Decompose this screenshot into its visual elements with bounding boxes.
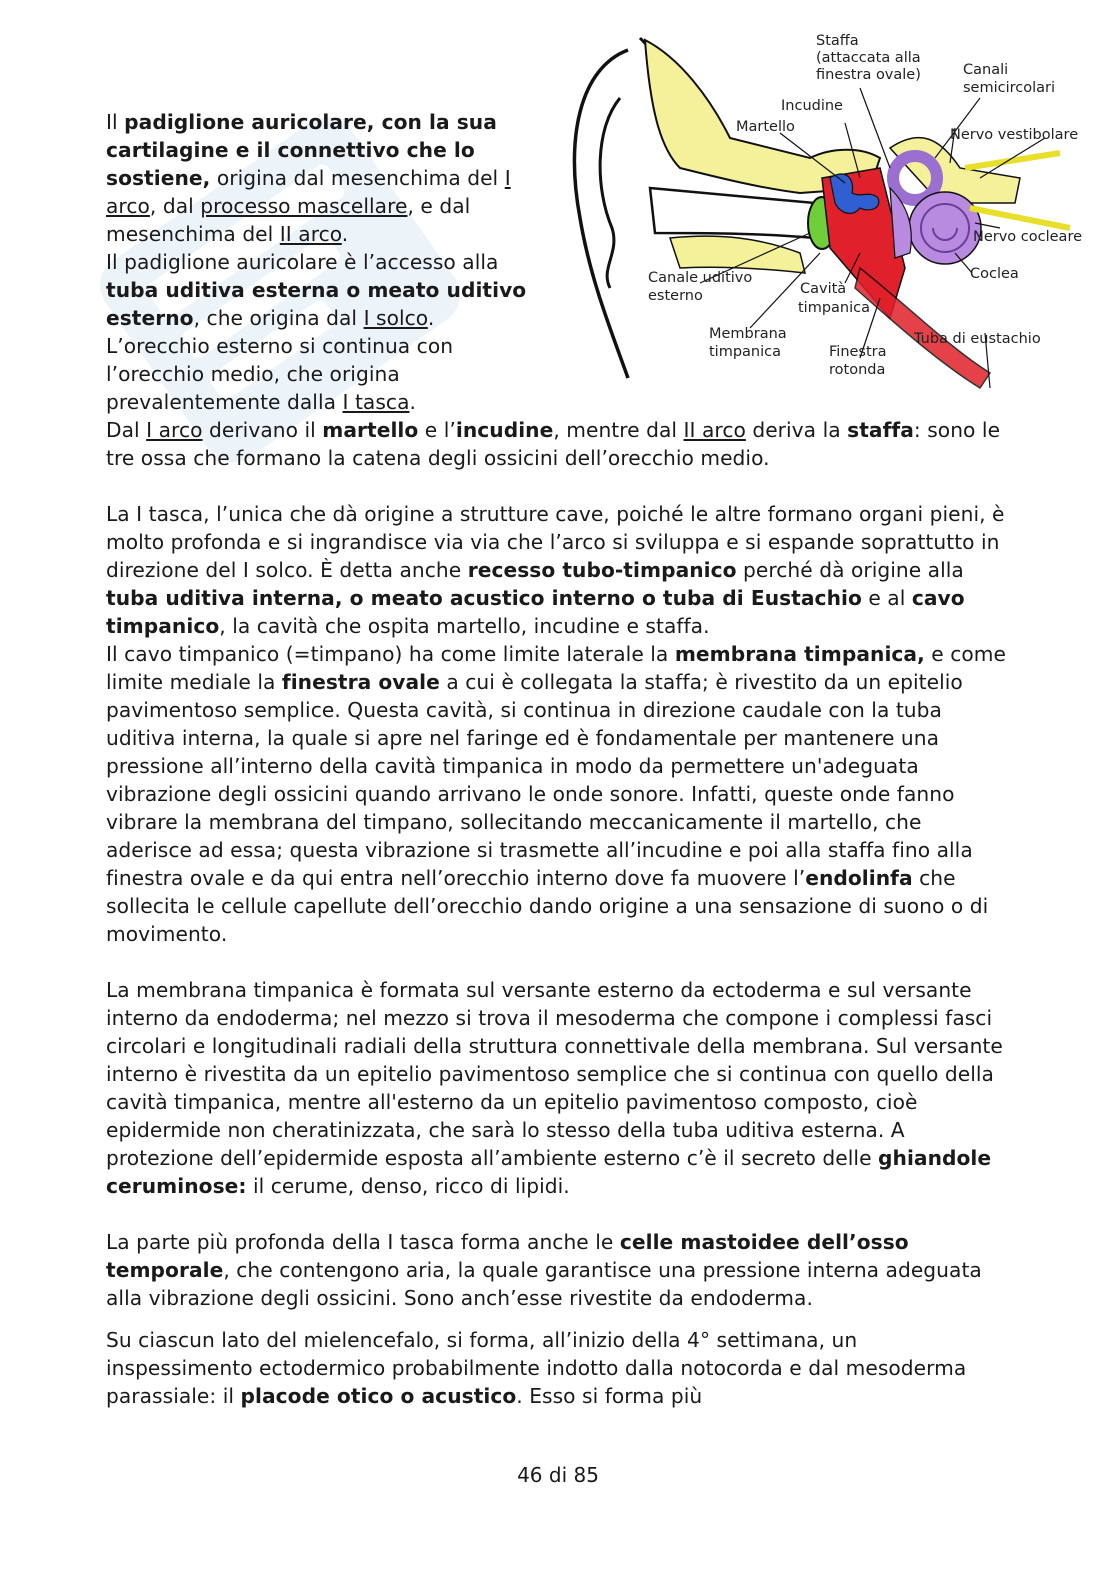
paragraph-placode-otico: Su ciascun lato del mielencefalo, si forma, all’inizio della 4° settimana, un inspessimento ectodermico probabilmente indotto dalla notocorda e dal mesoderma parassiale: il placode otico o acustico. Esso si forma più	[106, 1328, 967, 1408]
document-body	[106, 108, 1006, 1410]
paragraph-prima-tasca: La I tasca, l’unica che dà origine a strutture cave, poiché le altre formano organi pieni, è molto profonda e si ingrandisce via via che l’arco si sviluppa e si espande soprattutto in direzione del I solco. È detta anche recesso tubo-timpanico perché dà origine alla tuba uditiva interna, o meato acustico interno o tuba di Eustachio e al cavo timpanico, la cavità che ospita martello, incudine e staffa.	[106, 502, 1005, 638]
label-canali-2: semicircolari	[963, 80, 1056, 96]
label-cavita-1: Cavità	[800, 281, 847, 297]
label-martello: Martello	[736, 119, 795, 135]
label-staffa-note-1: (attaccata alla	[816, 50, 921, 66]
label-finestra-1: Finestra	[829, 344, 887, 360]
label-nervo-cocleare: Nervo cocleare	[973, 229, 1083, 245]
page-number: 46 di 85	[517, 1463, 599, 1487]
label-canali-1: Canali	[963, 62, 1009, 78]
paragraph-membrana-timpanica: La membrana timpanica è formata sul versante esterno da ectoderma e sul versante interno da endoderma; nel mezzo si trova il mesoderma che compone i complessi fasci circolari e longitudinali radiali della struttura connettivale della membrana. Sul versante interno è rivestita da un epitelio pavimentoso semplice che si continua con quello della cavità timpanica, mentre all'esterno da un epitelio pavimentoso composto, cioè epidermide non cheratinizzata, che sarà lo stesso della tuba uditiva esterna. A protezione dell’epidermide esposta all’ambiente esterno c’è il secreto delle ghiandole ceruminose: il cerume, denso, ricco di lipidi.	[106, 978, 1003, 1198]
paragraph-cavo-timpanico: Il cavo timpanico (=timpano) ha come limite laterale la membrana timpanica, e come limite mediale la finestra ovale a cui è collegata la staffa; è rivestito da un epitelio pavimentoso semplice. Questa cavità, si continua in direzione caudale con la tuba uditiva interna, la quale si apre nel faringe ed è fondamentale per mantenere una pressione all’interno della cavità timpanica in modo da permettere un'adeguata vibrazione degli ossicini quando arrivano le onde sonore. Infatti, queste onde fanno vibrare la membrana del timpano, sollecitando meccanicamente il martello, che aderisce ad essa; questa vibrazione si trasmette all’incudine e poi alla staffa fino alla finestra ovale e da qui entra nell’orecchio interno dove fa muovere l’endolinfa che sollecita le cellule capellute dell’orecchio dando origine a una sensazione di suono o di movimento.	[106, 642, 1006, 946]
label-coclea: Coclea	[970, 266, 1019, 282]
label-staffa-note-2: finestra ovale)	[816, 67, 921, 83]
label-canale-1: Canale uditivo	[648, 270, 753, 286]
label-membrana-2: timpanica	[709, 344, 782, 360]
label-tuba: Tuba di eustachio	[914, 331, 1041, 347]
label-membrana-1: Membrana	[709, 326, 787, 342]
label-canale-2: esterno	[648, 288, 703, 304]
paragraph-orecchio-medio: L’orecchio esterno si continua con l’orecchio medio, che origina prevalentemente dalla I tasca.	[106, 334, 454, 414]
paragraph-ossicini: Dal I arco derivano il martello e l’incudine, mentre dal II arco deriva la staffa: sono le tre ossa che formano la catena degli ossicini dell’orecchio medio.	[106, 418, 1001, 470]
label-staffa: Staffa	[816, 33, 859, 49]
label-nervo-vestibolare: Nervo vestibolare	[950, 127, 1079, 143]
label-finestra-2: rotonda	[829, 362, 886, 378]
paragraph-celle-mastoidee: La parte più profonda della I tasca forma anche le celle mastoidee dell’osso temporale, che contengono aria, la quale garantisce una pressione interna adeguata alla vibrazione degli ossicini. Sono anch’esse rivestite da endoderma.	[106, 1230, 982, 1310]
label-incudine: Incudine	[781, 98, 843, 114]
paragraph-padiglione: Il padiglione auricolare, con la sua cartilagine e il connettivo che lo sostiene, origina dal mesenchima del I arco, dal processo mascellare, e dal mesenchima del II arco.	[106, 110, 511, 246]
paragraph-tuba-esterna: Il padiglione auricolare è l’accesso alla tuba uditiva esterna o meato uditivo esterno, che origina dal I solco.	[106, 250, 527, 330]
label-cavita-2: timpanica	[798, 300, 871, 316]
